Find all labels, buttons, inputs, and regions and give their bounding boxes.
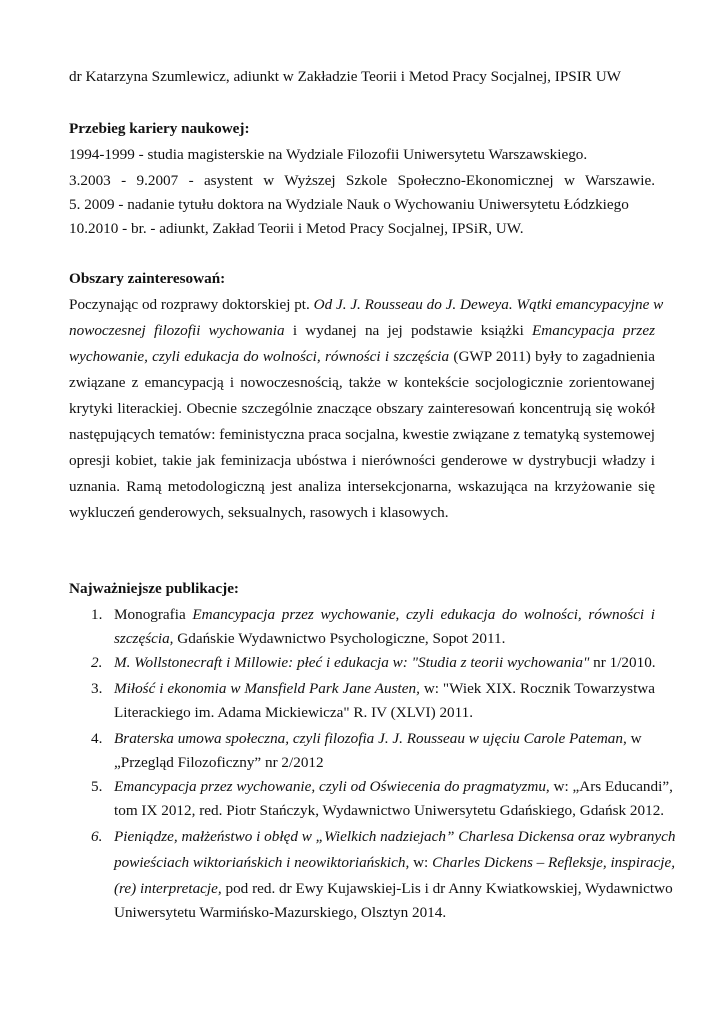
publication-line (114, 654, 656, 672)
publication-line (114, 854, 676, 872)
publication-text: w: "Wiek XIX. Rocznik Towarzystwa (423, 680, 656, 697)
publication-title: powieściach wiktoriańskich i neowiktoriańskich, (114, 854, 410, 871)
interests-text: Poczynając od rozprawy doktorskiej pt. (69, 296, 310, 313)
publication-number: 3. (91, 680, 103, 697)
publication-line: tom IX 2012, red. Piotr Stańczyk, Wydawnictwo Uniwersytetu Gdańskiego, Gdańsk 2012. (114, 802, 665, 819)
dissertation-title: nowoczesnej filozofii wychowania (69, 322, 285, 339)
publication-title: Miłość i ekonomia w Mansfield Park Jane Austen, (114, 680, 420, 697)
interests-paragraph-line (69, 296, 664, 314)
publication-line: Uniwersytetu Warmińsko-Mazurskiego, Olsztyn 2014. (114, 904, 447, 921)
interests-heading: Obszary zainteresowań: (69, 270, 226, 287)
interests-text: i wydanej na jej podstawie książki (292, 322, 524, 339)
publication-line (114, 630, 505, 648)
publication-text: Gdańskie Wydawnictwo Psychologiczne, Sopot 2011. (177, 630, 506, 647)
interests-paragraph-line (69, 348, 655, 366)
publication-line (114, 778, 673, 796)
author-header: dr Katarzyna Szumlewicz, adiunkt w Zakładzie Teorii i Metod Pracy Socjalnej, IPSIR UW (69, 68, 621, 85)
publication-number: 1. (91, 606, 103, 623)
publication-title: Emancypacja przez wychowanie, czyli edukacja do wolności, równości i (192, 606, 655, 623)
publication-text: w: (413, 854, 429, 871)
career-line: 1994-1999 - studia magisterskie na Wydziale Filozofii Uniwersytetu Warszawskiego. (69, 146, 588, 163)
publication-title: Braterska umowa społeczna, czyli filozofia J. J. Rousseau w ujęciu Carole Pateman (114, 730, 623, 747)
publication-number: 2. (91, 654, 103, 671)
interests-paragraph-line: uznania. Ramą metodologiczną jest analiza intersekcjonarna, wskazująca na krzyżowanie się (69, 478, 655, 495)
publication-title: M. Wollstonecraft i Millowie: płeć i edukacja w: "Studia z teorii wychowania" (114, 654, 590, 671)
career-line: 10.2010 - br. - adiunkt, Zakład Teorii i Metod Pracy Socjalnej, IPSiR, UW. (69, 220, 524, 237)
publication-number: 5. (91, 778, 103, 795)
interests-paragraph-line: wykluczeń genderowych, seksualnych, rasowych i klasowych. (69, 504, 449, 521)
publication-line (114, 606, 655, 624)
publication-title: Charles Dickens – Refleksje, inspiracje, (432, 854, 676, 871)
interests-paragraph-line: następujących tematów: feministyczna praca socjalna, kwestie związane z tematyką systemowej (69, 426, 655, 443)
book-title: Emancypacja przez (532, 322, 655, 339)
publication-number: 6. (91, 828, 103, 845)
publication-text: pod red. dr Ewy Kujawskiej-Lis i dr Anny Kwiatkowskiej, Wydawnictwo (225, 880, 673, 897)
interests-paragraph-line (69, 322, 655, 340)
dissertation-title: Od J. J. Rousseau do J. Deweya. Wątki emancypacyjne w (313, 296, 664, 313)
interests-paragraph-line: związane z emancypacją i nowoczesnością, także w kontekście socjologicznie zorientowanej (69, 374, 655, 391)
publication-line (114, 680, 655, 698)
publication-title: Emancypacja przez wychowanie, czyli od Oświecenia do pragmatyzmu, (114, 778, 550, 795)
interests-text: (GWP 2011) były to zagadnienia (453, 348, 655, 365)
publication-title: szczęścia, (114, 630, 174, 647)
publication-number: 4. (91, 730, 103, 747)
publication-text: Monografia (114, 606, 186, 623)
book-title: wychowanie, czyli edukacja do wolności, równości i szczęścia (69, 348, 450, 365)
career-line: 5. 2009 - nadanie tytułu doktora na Wydziale Nauk o Wychowaniu Uniwersytetu Łódzkiego (69, 196, 629, 213)
career-line: 3.2003 - 9.2007 - asystent w Wyższej Szkole Społeczno-Ekonomicznej w Warszawie. (69, 172, 655, 189)
publication-text: , w (623, 730, 642, 747)
publication-title: (re) interpretacje, (114, 880, 222, 897)
career-heading: Przebieg kariery naukowej: (69, 120, 250, 137)
publication-line: „Przegląd Filozoficzny” nr 2/2012 (114, 754, 324, 771)
publications-heading: Najważniejsze publikacje: (69, 580, 239, 597)
publication-line (114, 730, 655, 748)
publication-line: Literackiego im. Adama Mickiewicza" R. IV (XLVI) 2011. (114, 704, 474, 721)
publication-text: nr 1/2010. (593, 654, 656, 671)
interests-paragraph-line: krytyki literackiej. Obecnie szczególnie znaczące obszary zainteresowań koncentrują się wokół (69, 400, 655, 417)
publication-line (114, 880, 673, 898)
publication-title: Pieniądze, małżeństwo i obłęd w „Wielkich nadziejach” Charlesa Dickensa oraz wybranych (114, 828, 676, 845)
interests-paragraph-line: opresji kobiet, takie jak feminizacja ubóstwa i nierówności genderowe w dystrybucji władzy i (69, 452, 655, 469)
publication-text: w: „Ars Educandi”, (553, 778, 673, 795)
